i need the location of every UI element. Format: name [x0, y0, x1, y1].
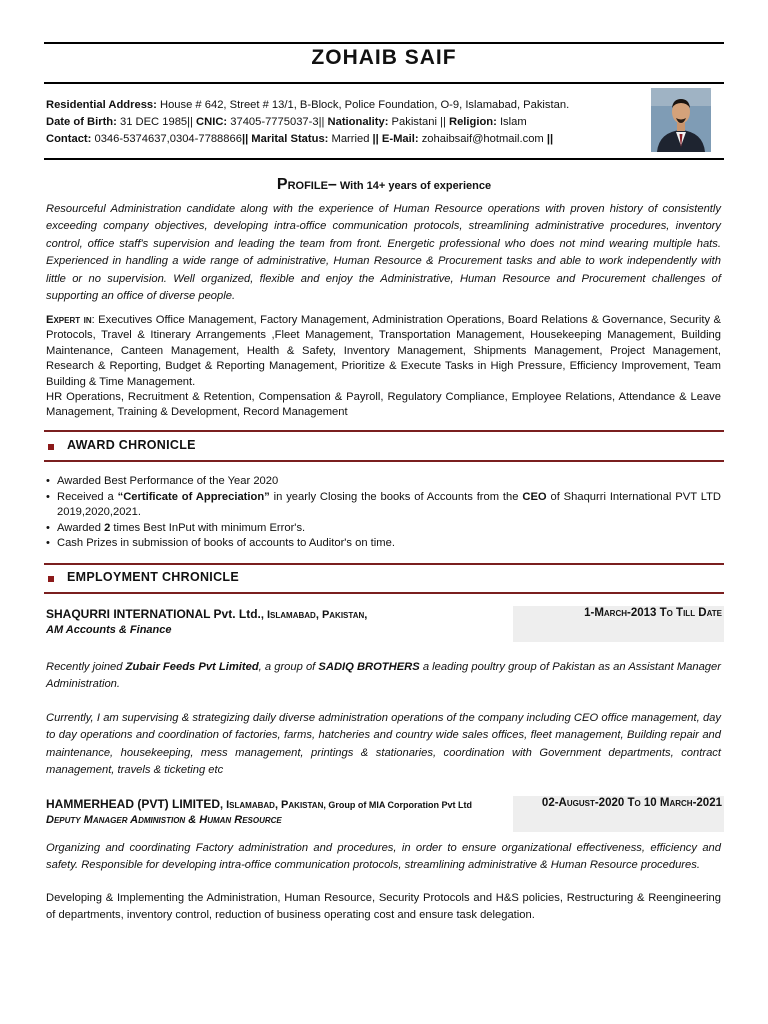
employment-top-rule — [44, 563, 724, 565]
award-text: times Best InPut with minimum Error's. — [110, 521, 306, 534]
job-description — [46, 659, 721, 694]
profile-title: Profile– — [276, 176, 337, 193]
award-item — [46, 521, 721, 537]
separator: || — [241, 133, 249, 145]
phone-numbers: 0346-5374637,0304-7788866 — [91, 133, 242, 145]
job-header — [44, 606, 724, 642]
separator: || — [372, 133, 379, 145]
award-emphasis: “Certificate of Appreciation” — [117, 490, 270, 503]
job-text: a leading poultry group of Pakistan as an Assistant Manager Administration. — [46, 661, 721, 691]
profile-subtitle: With 14+ years of experience — [336, 180, 492, 192]
job-title-cell — [46, 796, 512, 832]
award-item — [46, 490, 721, 521]
profile-heading — [44, 176, 724, 194]
award-section-title: AWARD CHRONICLE — [67, 438, 196, 452]
nationality-value: Pakistani || — [388, 116, 449, 128]
address-label: Residential Address: — [46, 99, 157, 111]
award-top-rule — [44, 430, 724, 432]
job-role: AM Accounts & Finance — [46, 624, 172, 636]
award-bottom-rule — [44, 460, 724, 462]
job-description: Currently, I am supervising & strategizing daily diverse administration operations of the company including CEO office management, day to day operations and coordination of factories, farms, hatcheries and country wide sales offices, fleet management, Building repair and maintenance, housekeeping, mess management, printings & stationaries, coordination with Government departments, contract management, travels & ticketing etc — [46, 712, 721, 777]
candidate-name: ZOHAIB SAIF — [311, 46, 457, 69]
employment-section-title: EMPLOYMENT CHRONICLE — [67, 570, 239, 584]
portrait-image — [651, 88, 711, 152]
profile-summary: Resourceful Administration candidate along with the experience of Human Resource operations with proven history of consistently exceeding company objectives, developing intra-office communication protocols, streamlining administrative procedures, inventory control, office staff's supervision and leading the team from front. Energetic professional who does not mind wearing multiple hats. Experienced in handling a wide range of administrative, Human Resource & Procurement tasks and able to work independently with little or no supervision. Well organized, flexible and enjoy the Administrative, Human Resource and Procurement challenges of supporting an office of diverse people. — [46, 203, 721, 303]
email-label: E-Mail: — [378, 133, 419, 145]
award-text: Awarded — [57, 521, 105, 534]
company-name: SHAQURRI INTERNATIONAL Pvt. Ltd. — [46, 607, 261, 621]
job-header — [44, 796, 724, 832]
employment-section-header — [46, 569, 724, 591]
employment-bottom-rule — [44, 592, 724, 594]
religion-label: Religion: — [448, 116, 497, 128]
award-emphasis: 2 — [104, 521, 111, 534]
separator: || — [546, 133, 554, 145]
nationality-label: Nationality: — [324, 116, 389, 128]
award-text: Cash Prizes in submission of books of accounts to Auditor's on time. — [57, 537, 395, 550]
job-emphasis: Zubair Feeds Pvt Limited — [125, 661, 259, 673]
contact-line — [46, 131, 636, 148]
marital-label: Marital Status: — [248, 133, 329, 145]
job-description: Organizing and coordinating Factory administration and procedures, in order to ensure organizational effectiveness, efficiency and safety. Responsible for developing intra-office communication protocols, streamlining administrative & Human Resource procedures. — [46, 842, 721, 872]
dob-value: 31 DEC 1985|| — [116, 116, 193, 128]
job-dates: 02-August-2020 To 10 March-2021 — [541, 797, 722, 809]
cnic-value: 37405-7775037-3|| — [227, 116, 325, 128]
section-bullet-icon — [48, 444, 54, 450]
award-text: in yearly Closing the books of Accounts from the — [269, 490, 523, 503]
marital-value: Married — [328, 133, 373, 145]
address-line — [46, 97, 636, 114]
company-line — [46, 607, 367, 621]
job-text: , a group of — [258, 661, 319, 673]
award-item — [46, 474, 721, 490]
expert-label: Expert in — [46, 314, 92, 326]
hr-expertise-text: HR Operations, Recruitment & Retention, Compensation & Payroll, Regulatory Compliance, Employee Relations, Attendance & Leave Management, Training & Development, Record Management — [46, 391, 721, 419]
award-item — [46, 536, 721, 552]
top-rule — [44, 42, 724, 44]
job-role: Deputy Manager Administion & Human Resource — [46, 814, 282, 826]
company-group: , Group of MIA Corporation Pvt Ltd — [323, 800, 473, 810]
award-text: Received a — [57, 490, 118, 503]
cnic-label: CNIC: — [192, 116, 228, 128]
header-rule — [44, 158, 724, 160]
award-list — [46, 474, 721, 552]
company-location: , Islamabad, Pakistan, — [260, 609, 368, 621]
expertise-block — [46, 313, 721, 421]
job-dates: 1-March-2013 To Till Date — [584, 607, 722, 619]
award-text: of Shaqurri International PVT LTD 2019,2020,2021. — [57, 490, 721, 519]
section-bullet-icon — [48, 576, 54, 582]
dob-label: Date of Birth: — [46, 116, 117, 128]
email-value[interactable]: zohaibsaif@hotmail.com — [418, 133, 547, 145]
personal-line — [46, 114, 636, 131]
name-rule — [44, 82, 724, 84]
expertise-paragraph — [46, 314, 721, 388]
award-emphasis: CEO — [522, 490, 547, 503]
job-title-cell — [46, 606, 512, 642]
expert-text: : Executives Office Management, Factory Management, Administration Operations, Board Relations & Governance, Security & Protocols, Travel & Itinerary Arrangements ,Fleet Management, Transportation Management, Housekeeping Management, Building Maintenance, Canteen Management, Health & Safety, Inventory Management, Shipments Management, Project Management, Research & Reporting, Budget & Reporting Management, Prioritize & Execute Tasks in High Pressure, Efficiency Improvement, Team Building & Time Management. — [46, 314, 721, 388]
award-section-header — [46, 437, 724, 459]
address-value: House # 642, Street # 13/1, B-Block, Police Foundation, O-9, Islamabad, Pakistan. — [156, 99, 570, 111]
company-location: , Islamabad, Pakistan — [220, 799, 324, 811]
company-name: HAMMERHEAD (PVT) LIMITED — [46, 797, 220, 811]
contact-block — [46, 97, 636, 148]
company-line — [46, 797, 472, 811]
job-emphasis: SADIQ BROTHERS — [318, 661, 420, 673]
contact-label: Contact: — [46, 133, 92, 145]
job-date-cell — [513, 606, 724, 642]
job-text: Recently joined — [46, 661, 126, 673]
job-description: Developing & Implementing the Administration, Human Resource, Security Protocols and H&S policies, Restructuring & Reengineering of departments, inventory control, reduction of business operating cost and ensure task delegation. — [46, 892, 721, 922]
job-date-cell — [513, 796, 724, 832]
award-text: Awarded Best Performance of the Year 2020 — [57, 475, 279, 487]
religion-value: Islam — [496, 116, 527, 128]
profile-photo — [651, 88, 711, 152]
